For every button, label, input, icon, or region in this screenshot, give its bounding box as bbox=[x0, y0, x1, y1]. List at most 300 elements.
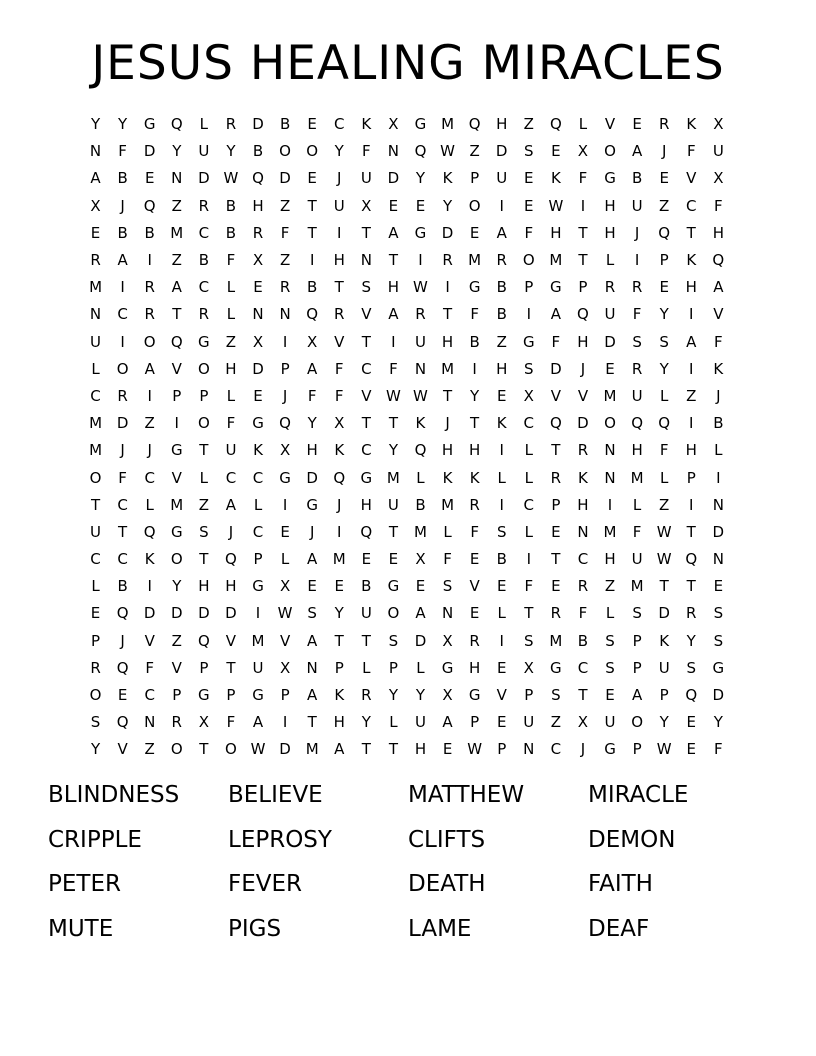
grid-letter: M bbox=[89, 441, 103, 460]
grid-letter: G bbox=[170, 441, 183, 460]
grid-letter: C bbox=[252, 522, 264, 541]
grid-letter: I bbox=[337, 522, 342, 541]
grid-letter: E bbox=[469, 223, 480, 242]
grid-letter: F bbox=[686, 142, 696, 161]
grid-letter: L bbox=[524, 468, 533, 487]
grid-letter: Q bbox=[333, 468, 346, 487]
grid-letter: C bbox=[361, 359, 372, 378]
grid-letter: G bbox=[414, 223, 427, 242]
grid-letter: W bbox=[548, 196, 564, 215]
grid-letter: G bbox=[712, 658, 725, 677]
grid-letter: E bbox=[253, 278, 263, 297]
grid-letter: H bbox=[306, 441, 318, 460]
grid-letter: A bbox=[307, 550, 318, 569]
grid-letter: R bbox=[631, 278, 643, 297]
grid-letter: O bbox=[604, 142, 616, 161]
grid-row bbox=[82, 383, 732, 410]
grid-letter: H bbox=[360, 495, 372, 514]
grid-letter: H bbox=[685, 441, 697, 460]
grid-letter: Y bbox=[388, 686, 398, 705]
grid-letter: M bbox=[630, 577, 644, 596]
grid-letter: T bbox=[659, 577, 669, 596]
grid-row bbox=[82, 410, 732, 437]
grid-letter: Y bbox=[659, 713, 669, 732]
grid-letter: L bbox=[199, 468, 209, 487]
grid-letter: O bbox=[225, 740, 237, 759]
grid-letter: Q bbox=[197, 631, 210, 650]
grid-letter: C bbox=[117, 305, 128, 324]
grid-letter: J bbox=[337, 495, 342, 514]
grid-letter: B bbox=[631, 169, 643, 188]
grid-letter: W bbox=[413, 386, 428, 405]
grid-letter: C bbox=[198, 223, 210, 242]
grid-letter: S bbox=[496, 522, 507, 541]
grid-letter: F bbox=[470, 305, 479, 324]
grid-letter: T bbox=[470, 414, 480, 433]
grid-letter: I bbox=[526, 550, 531, 569]
grid-letter: U bbox=[387, 495, 399, 514]
grid-letter: E bbox=[551, 577, 561, 596]
grid-letter: O bbox=[631, 713, 643, 732]
grid-letter: I bbox=[499, 441, 504, 460]
grid-letter: I bbox=[255, 604, 261, 623]
word-list-item: DEMON bbox=[588, 826, 676, 853]
grid-letter: D bbox=[116, 414, 129, 433]
grid-letter: Q bbox=[577, 305, 589, 324]
grid-letter: U bbox=[631, 550, 643, 569]
grid-letter: O bbox=[197, 359, 210, 378]
grid-letter: U bbox=[604, 305, 616, 324]
grid-letter: X bbox=[307, 332, 318, 351]
grid-row bbox=[82, 709, 732, 736]
grid-letter: L bbox=[91, 577, 100, 596]
grid-letter: D bbox=[279, 169, 291, 188]
grid-letter: A bbox=[307, 631, 318, 650]
grid-letter: V bbox=[496, 686, 507, 705]
grid-letter: Z bbox=[686, 386, 697, 405]
grid-letter: T bbox=[686, 522, 696, 541]
grid-letter: F bbox=[714, 740, 723, 759]
grid-letter: M bbox=[170, 495, 184, 514]
grid-letter: N bbox=[712, 495, 724, 514]
grid-letter: L bbox=[416, 468, 425, 487]
grid-letter: H bbox=[604, 550, 616, 569]
grid-letter: I bbox=[282, 495, 288, 514]
grid-letter: H bbox=[252, 196, 264, 215]
grid-letter: R bbox=[144, 278, 155, 297]
grid-letter: U bbox=[252, 658, 264, 677]
grid-letter: P bbox=[470, 713, 480, 732]
grid-row bbox=[82, 464, 732, 491]
grid-letter: H bbox=[441, 332, 454, 351]
grid-letter: N bbox=[89, 305, 102, 324]
grid-letter: P bbox=[470, 169, 480, 188]
grid-letter: L bbox=[605, 251, 615, 270]
grid-letter: B bbox=[469, 332, 480, 351]
grid-letter: H bbox=[631, 441, 643, 460]
grid-letter: M bbox=[468, 251, 482, 270]
grid-letter: H bbox=[712, 223, 724, 242]
grid-letter: T bbox=[199, 740, 209, 759]
grid-letter: W bbox=[656, 522, 672, 541]
grid-letter: B bbox=[496, 550, 507, 569]
grid-letter: Q bbox=[685, 550, 698, 569]
grid-letter: A bbox=[388, 305, 399, 324]
grid-letter: G bbox=[468, 278, 481, 297]
grid-letter: Z bbox=[198, 495, 209, 514]
grid-letter: O bbox=[116, 359, 129, 378]
grid-letter: F bbox=[334, 386, 344, 405]
grid-letter: V bbox=[225, 631, 237, 650]
grid-letter: V bbox=[171, 658, 182, 677]
grid-letter: E bbox=[253, 386, 263, 405]
grid-letter: Y bbox=[90, 115, 101, 134]
grid-letter: O bbox=[170, 550, 183, 569]
grid-letter: F bbox=[551, 332, 561, 351]
grid-letter: E bbox=[551, 142, 561, 161]
grid-letter: E bbox=[415, 577, 426, 596]
grid-letter: P bbox=[253, 550, 263, 569]
grid-letter: E bbox=[90, 604, 101, 623]
word-list bbox=[48, 776, 768, 954]
grid-letter: Y bbox=[172, 142, 182, 161]
grid-letter: R bbox=[90, 658, 101, 677]
grid-letter: T bbox=[307, 223, 317, 242]
grid-letter: Y bbox=[334, 604, 344, 623]
grid-letter: E bbox=[361, 550, 372, 569]
grid-letter: J bbox=[120, 441, 125, 460]
grid-letter: F bbox=[659, 441, 669, 460]
grid-letter: W bbox=[223, 169, 239, 188]
grid-row bbox=[82, 220, 732, 247]
grid-letter: L bbox=[660, 386, 669, 405]
grid-letter: I bbox=[526, 305, 531, 324]
grid-letter: T bbox=[172, 305, 182, 324]
grid-letter: Q bbox=[468, 115, 481, 134]
grid-letter: K bbox=[578, 468, 588, 487]
grid-letter: E bbox=[524, 196, 534, 215]
grid-letter: R bbox=[279, 278, 291, 297]
grid-letter: K bbox=[361, 115, 372, 134]
grid-letter: R bbox=[252, 223, 264, 242]
grid-letter: D bbox=[252, 115, 264, 134]
grid-letter: D bbox=[279, 740, 291, 759]
grid-letter: P bbox=[226, 686, 236, 705]
grid-letter: F bbox=[714, 196, 723, 215]
grid-letter: H bbox=[550, 223, 562, 242]
grid-letter: T bbox=[388, 740, 398, 759]
grid-letter: Y bbox=[307, 414, 317, 433]
grid-letter: J bbox=[445, 414, 450, 433]
grid-letter: T bbox=[307, 713, 317, 732]
grid-letter: Q bbox=[225, 550, 237, 569]
grid-letter: V bbox=[334, 332, 345, 351]
grid-row bbox=[82, 247, 732, 274]
grid-letter: N bbox=[577, 522, 589, 541]
grid-letter: E bbox=[469, 604, 480, 623]
grid-letter: W bbox=[250, 740, 266, 759]
grid-letter: M bbox=[603, 522, 617, 541]
grid-letter: X bbox=[198, 713, 209, 732]
grid-letter: I bbox=[472, 359, 477, 378]
grid-letter: O bbox=[170, 740, 183, 759]
grid-letter: R bbox=[686, 604, 697, 623]
grid-letter: V bbox=[686, 169, 697, 188]
grid-letter: U bbox=[333, 196, 345, 215]
grid-letter: A bbox=[90, 169, 101, 188]
grid-letter: T bbox=[361, 223, 371, 242]
grid-letter: N bbox=[604, 441, 616, 460]
grid-letter: M bbox=[603, 386, 617, 405]
grid-letter: T bbox=[388, 414, 398, 433]
grid-row bbox=[82, 329, 732, 356]
grid-letter: R bbox=[469, 495, 480, 514]
grid-letter: W bbox=[656, 740, 672, 759]
grid-letter: X bbox=[713, 115, 724, 134]
grid-letter: P bbox=[388, 658, 398, 677]
grid-letter: H bbox=[333, 251, 345, 270]
grid-letter: Y bbox=[118, 115, 128, 134]
grid-letter: V bbox=[713, 305, 724, 324]
grid-letter: N bbox=[89, 142, 102, 161]
grid-letter: G bbox=[279, 468, 291, 487]
grid-letter: P bbox=[632, 631, 642, 650]
grid-letter: R bbox=[198, 305, 210, 324]
grid-letter: C bbox=[117, 495, 128, 514]
grid-letter: A bbox=[334, 740, 345, 759]
grid-letter: E bbox=[307, 169, 317, 188]
grid-letter: J bbox=[120, 631, 125, 650]
grid-letter: N bbox=[171, 169, 183, 188]
grid-letter: T bbox=[388, 251, 398, 270]
grid-letter: U bbox=[90, 332, 102, 351]
grid-letter: G bbox=[360, 468, 373, 487]
grid-letter: P bbox=[632, 740, 642, 759]
grid-letter: L bbox=[91, 359, 100, 378]
grid-letter: N bbox=[712, 550, 724, 569]
grid-letter: X bbox=[523, 658, 534, 677]
grid-letter: S bbox=[90, 713, 101, 732]
grid-letter: F bbox=[632, 305, 642, 324]
grid-letter: H bbox=[604, 196, 616, 215]
grid-letter: K bbox=[659, 631, 670, 650]
grid-row bbox=[82, 301, 732, 328]
grid-letter: A bbox=[631, 686, 643, 705]
grid-letter: F bbox=[524, 223, 534, 242]
word-list-item: PIGS bbox=[228, 915, 282, 942]
grid-letter: S bbox=[551, 686, 561, 705]
grid-letter: Q bbox=[549, 115, 562, 134]
grid-letter: A bbox=[550, 305, 561, 324]
grid-letter: F bbox=[145, 658, 155, 677]
grid-letter: Z bbox=[144, 414, 155, 433]
grid-letter: Q bbox=[143, 196, 156, 215]
grid-letter: I bbox=[174, 414, 179, 433]
grid-letter: V bbox=[469, 577, 480, 596]
grid-letter: Z bbox=[523, 115, 534, 134]
grid-letter: E bbox=[686, 740, 696, 759]
grid-letter: G bbox=[468, 686, 481, 705]
word-list-item: CLIFTS bbox=[408, 826, 486, 853]
grid-letter: J bbox=[634, 223, 640, 242]
grid-letter: T bbox=[578, 223, 588, 242]
grid-letter: X bbox=[279, 577, 291, 596]
grid-letter: A bbox=[307, 686, 318, 705]
grid-letter: R bbox=[117, 386, 128, 405]
grid-letter: K bbox=[415, 414, 426, 433]
grid-row bbox=[82, 546, 732, 573]
grid-letter: A bbox=[713, 278, 724, 297]
grid-letter: G bbox=[414, 115, 427, 134]
grid-letter: I bbox=[716, 468, 721, 487]
grid-letter: P bbox=[172, 386, 182, 405]
grid-letter: E bbox=[415, 196, 426, 215]
grid-letter: G bbox=[198, 332, 210, 351]
grid-letter: D bbox=[712, 522, 725, 541]
grid-letter: S bbox=[686, 658, 697, 677]
grid-letter: M bbox=[414, 522, 427, 541]
grid-letter: Q bbox=[712, 251, 725, 270]
grid-letter: V bbox=[117, 740, 128, 759]
grid-letter: W bbox=[385, 386, 401, 405]
grid-letter: T bbox=[361, 631, 371, 650]
grid-letter: Q bbox=[306, 305, 319, 324]
grid-letter: I bbox=[120, 332, 125, 351]
grid-letter: X bbox=[388, 115, 399, 134]
grid-letter: E bbox=[307, 115, 317, 134]
grid-letter: E bbox=[632, 115, 642, 134]
grid-row bbox=[82, 193, 732, 220]
grid-letter: T bbox=[442, 305, 453, 324]
grid-letter: G bbox=[198, 686, 210, 705]
grid-letter: K bbox=[496, 414, 507, 433]
word-list-item: BLINDNESS bbox=[48, 782, 180, 808]
grid-letter: D bbox=[198, 169, 210, 188]
grid-letter: A bbox=[225, 495, 237, 514]
grid-letter: L bbox=[145, 495, 154, 514]
grid-row bbox=[82, 573, 732, 600]
grid-letter: T bbox=[388, 522, 398, 541]
grid-letter: E bbox=[496, 713, 507, 732]
grid-letter: L bbox=[660, 468, 669, 487]
grid-letter: T bbox=[551, 441, 561, 460]
grid-letter: P bbox=[497, 740, 507, 759]
grid-letter: O bbox=[89, 468, 102, 487]
grid-letter: E bbox=[496, 386, 507, 405]
grid-letter: O bbox=[143, 332, 156, 351]
word-list-item: DEAF bbox=[588, 915, 650, 942]
grid-letter: I bbox=[499, 631, 504, 650]
grid-letter: I bbox=[147, 577, 152, 596]
grid-letter: D bbox=[577, 414, 589, 433]
grid-letter: Y bbox=[172, 577, 182, 596]
grid-letter: P bbox=[280, 686, 290, 705]
grid-letter: I bbox=[391, 332, 396, 351]
grid-letter: B bbox=[198, 251, 209, 270]
grid-letter: C bbox=[90, 550, 101, 569]
page-title: JESUS HEALING MIRACLES bbox=[91, 36, 725, 91]
grid-letter: B bbox=[307, 278, 318, 297]
grid-letter: Y bbox=[415, 169, 426, 188]
grid-letter: Y bbox=[388, 441, 398, 460]
grid-letter: E bbox=[307, 577, 317, 596]
grid-letter: H bbox=[496, 115, 508, 134]
grid-letter: T bbox=[199, 550, 209, 569]
grid-row bbox=[82, 274, 732, 301]
grid-letter: D bbox=[252, 359, 264, 378]
grid-letter: Q bbox=[549, 414, 562, 433]
grid-letter: V bbox=[577, 386, 589, 405]
grid-letter: X bbox=[415, 550, 426, 569]
grid-letter: S bbox=[524, 631, 534, 650]
grid-letter: S bbox=[632, 604, 642, 623]
word-list-item: PETER bbox=[48, 871, 121, 897]
grid-letter: Y bbox=[226, 142, 236, 161]
grid-letter: X bbox=[252, 332, 264, 351]
grid-letter: L bbox=[226, 305, 236, 324]
grid-letter: M bbox=[89, 278, 103, 297]
grid-letter: L bbox=[497, 468, 506, 487]
grid-letter: W bbox=[413, 278, 428, 297]
grid-letter: R bbox=[90, 251, 101, 270]
grid-row bbox=[82, 628, 732, 655]
grid-letter: B bbox=[225, 223, 237, 242]
grid-letter: S bbox=[659, 332, 669, 351]
grid-letter: E bbox=[90, 223, 101, 242]
word-list-item: DEATH bbox=[408, 871, 486, 897]
grid-letter: D bbox=[604, 332, 616, 351]
grid-letter: R bbox=[604, 278, 616, 297]
grid-letter: M bbox=[630, 468, 644, 487]
grid-row bbox=[82, 138, 732, 165]
grid-letter: J bbox=[147, 441, 152, 460]
grid-letter: A bbox=[252, 713, 264, 732]
grid-letter: A bbox=[631, 142, 643, 161]
grid-letter: H bbox=[496, 359, 508, 378]
grid-letter: I bbox=[445, 278, 450, 297]
grid-letter: A bbox=[415, 604, 426, 623]
grid-letter: F bbox=[307, 386, 317, 405]
grid-letter: V bbox=[279, 631, 291, 650]
grid-letter: Y bbox=[470, 386, 480, 405]
grid-letter: Q bbox=[116, 658, 129, 677]
grid-letter: M bbox=[386, 468, 400, 487]
grid-letter: Q bbox=[170, 115, 183, 134]
grid-letter: X bbox=[442, 631, 453, 650]
grid-letter: S bbox=[307, 604, 317, 623]
grid-letter: U bbox=[658, 658, 670, 677]
grid-letter: T bbox=[90, 495, 101, 514]
grid-letter: Y bbox=[659, 305, 669, 324]
grid-letter: C bbox=[144, 686, 155, 705]
grid-letter: X bbox=[523, 386, 534, 405]
grid-letter: Z bbox=[604, 577, 616, 596]
grid-letter: M bbox=[441, 359, 455, 378]
grid-letter: F bbox=[280, 223, 290, 242]
grid-letter: J bbox=[661, 142, 667, 161]
grid-letter: T bbox=[334, 631, 344, 650]
grid-letter: U bbox=[523, 713, 535, 732]
grid-letter: J bbox=[309, 522, 315, 541]
grid-letter: B bbox=[117, 577, 128, 596]
grid-letter: O bbox=[387, 604, 400, 623]
grid-letter: P bbox=[659, 686, 669, 705]
grid-letter: F bbox=[226, 251, 236, 270]
grid-letter: W bbox=[656, 550, 672, 569]
grid-letter: G bbox=[306, 495, 318, 514]
grid-letter: W bbox=[440, 142, 455, 161]
grid-letter: C bbox=[523, 414, 535, 433]
